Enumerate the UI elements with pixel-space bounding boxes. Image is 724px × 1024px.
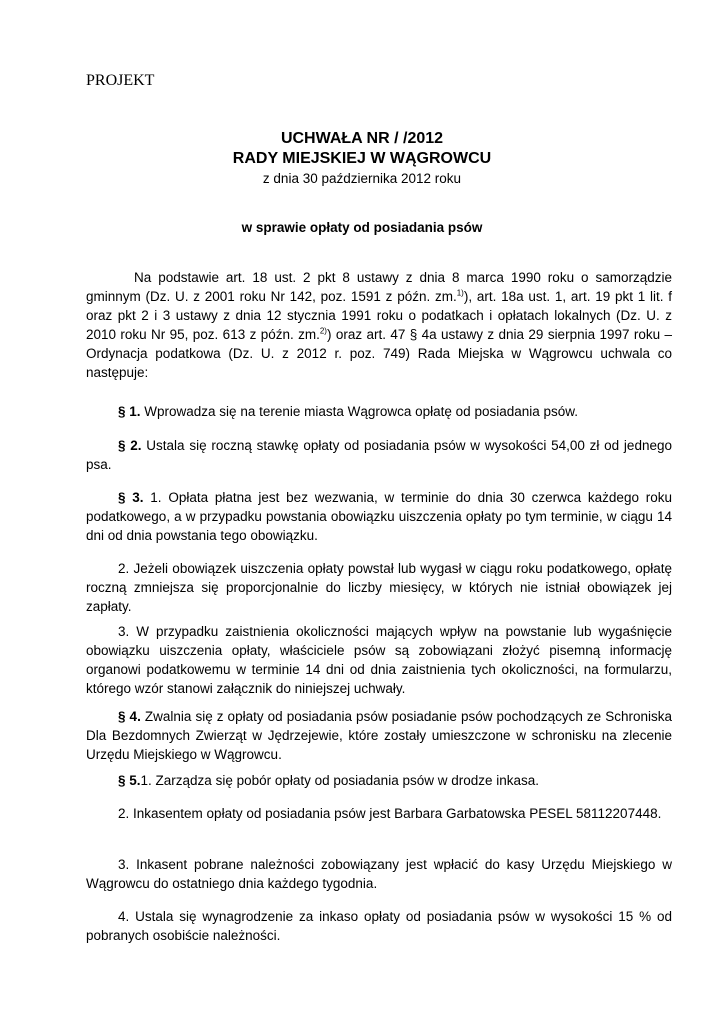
section-5-point-4: 4. Ustala się wynagrodzenie za inkaso opłaty od posiadania psów w wysokości 15 % od pobranych osobiście należności. [86,909,672,943]
section-1: § 1. Wprowadza się na terenie miasta Wągrowca opłatę od posiadania psów. [118,404,579,419]
resolution-date: z dnia 30 października 2012 roku [262,171,462,186]
section-3-point-2: 2. Jeżeli obowiązek uiszczenia opłaty powstał lub wygasł w ciągu roku podatkowego, opłatę roczną zmniejsza się proporcjonalnie do liczby miesięcy, w których nie istniał obowiązek jej zapłaty. [86,561,672,614]
resolution-number: UCHWAŁA NR / /2012 [280,130,444,147]
section-2: § 2. Ustala się roczną stawkę opłaty od posiadania psów w wysokości 54,00 zł od jednego psa. [86,438,672,472]
council-name: RADY MIEJSKIEJ W WĄGROWCU [232,150,492,167]
section-3-point-3: 3. W przypadku zaistnienia okoliczności mających wpływ na powstanie lub wygaśnięcie obowiązku uiszczenia opłaty, właściciele psów są zobowiązani złożyć pisemną informację organowi podatkowemu w terminie 14 dni od dnia zaistnienia tych okoliczności, na formularzu, którego wzór stanowi załącznik do niniejszej uchwały. [86,624,672,696]
section-5-point-2: 2. Inkasentem opłaty od posiadania psów jest Barbara Garbatowska PESEL 58112207448. [118,806,662,821]
section-5-point-1: § 5.1. Zarządza się pobór opłaty od posiadania psów w drodze inkasa. [118,773,540,788]
resolution-subject: w sprawie opłaty od posiadania psów [241,220,483,235]
section-3-point-1: § 3. 1. Opłata płatna jest bez wezwania, w terminie do dnia 30 czerwca każdego roku podatkowego, a w przypadku powstania obowiązku uiszczenia opłaty po tym terminie, w ciągu 14 dni od dnia powstania tego obowiązku. [86,490,672,543]
section-5-point-3: 3. Inkasent pobrane należności zobowiązany jest wpłacić do kasy Urzędu Miejskiego w Wągrowcu do ostatniego dnia każdego tygodnia. [86,857,672,891]
section-4: § 4. Zwalnia się z opłaty od posiadania psów posiadanie psów pochodzących ze Schroniska Dla Bezdomnych Zwierząt w Jędrzejewie, które zostały umieszczone w schronisku na zlecenie Urzędu Miejskiego w Wągrowcu. [86,709,672,762]
preamble: Na podstawie art. 18 ust. 2 pkt 8 ustawy z dnia 8 marca 1990 roku o samorządzie gminnym (Dz. U. z 2001 roku Nr 142, poz. 1591 z późn. zm.$^{1)}$), art. 18a ust. 1, art. 19 pkt 1 lit. f oraz pkt 2 i 3 ustawy z dnia 12 stycznia 1991 roku o podatkach i opłatach lokalnych (Dz. U. z 2010 roku Nr 95, poz. 613 z późn. zm.$^{2)}$) oraz art. 47 § 4a ustawy z dnia 29 sierpnia 1997 roku – Ordynacja podatkowa (Dz. U. z 2012 r. poz. 749) Rada Miejska w Wągrowcu uchwala co następuje: [86,270,673,380]
projekt-label: PROJEKT [86,72,155,89]
